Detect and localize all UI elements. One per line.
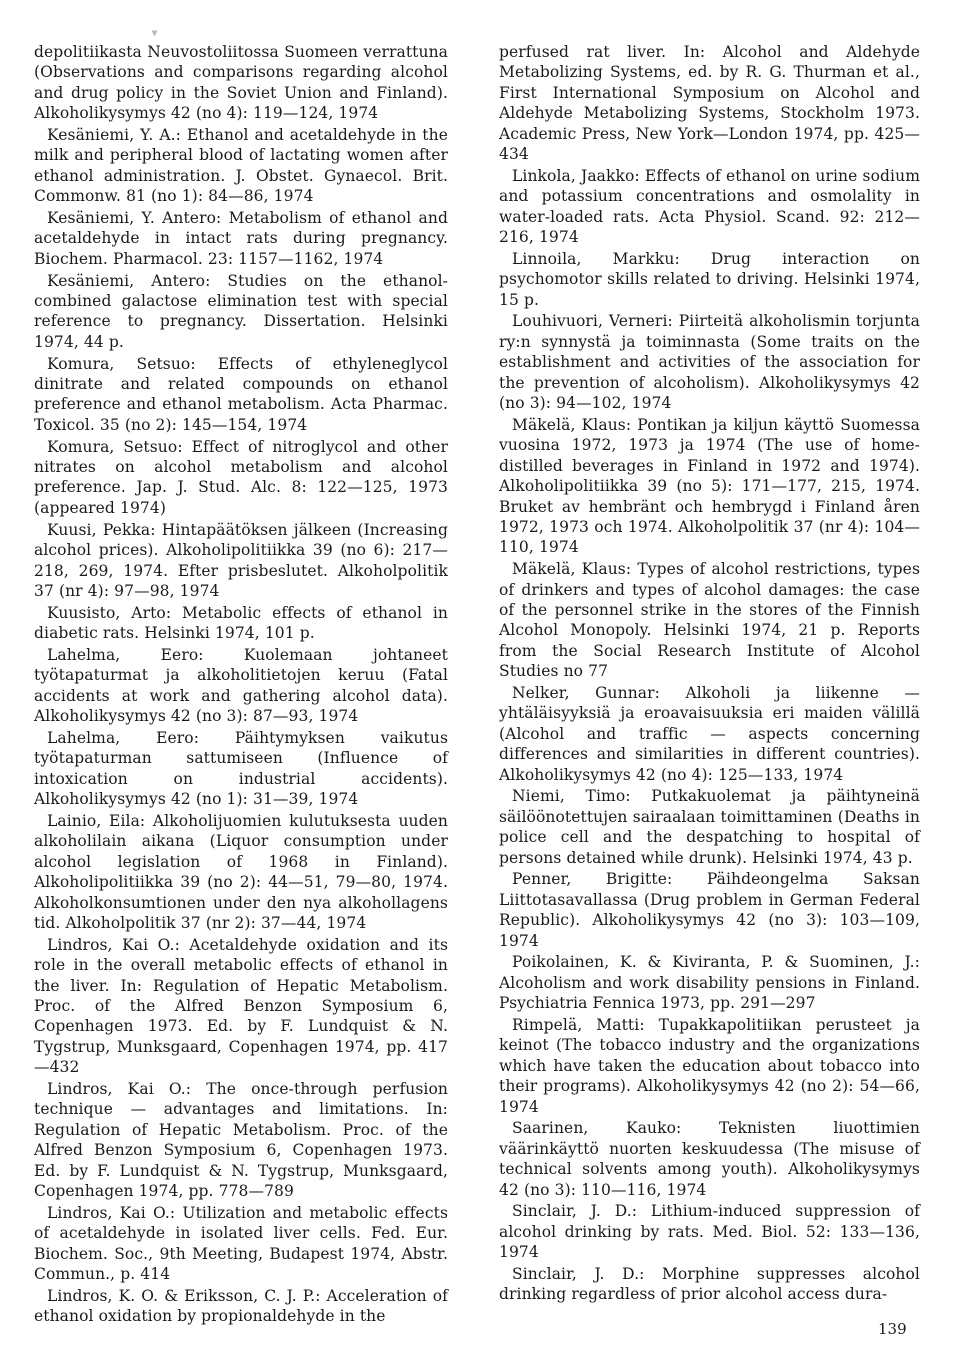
bibliography-entry: Lahelma, Eero: Kuolemaan johtaneet työtapaturmat ja alkoholitietojen keruu (Fatal accidents at work and gathering alcohol data). Alkoholikysymys 42 (no 3): 87—93, 1974 — [34, 645, 448, 726]
bibliography-entry: Kesäniemi, Y. Antero: Metabolism of ethanol and acetaldehyde in intact rats during pregnancy. Biochem. Pharmacol. 23: 1157—1162, 1974 — [34, 209, 448, 268]
bibliography-entry: Lindros, K. O. & Eriksson, C. J. P.: Acceleration of ethanol oxidation by propionaldehyde in the — [34, 1286, 448, 1326]
bibliography-entry: Lahelma, Eero: Päihtymyksen vaikutus työtapaturman sattumiseen (Influence of intoxication on industrial accidents). Alkoholikysymys 42 (no 1): 31—39, 1974 — [34, 728, 448, 809]
bibliography-entry: Sinclair, J. D.: Lithium-induced suppression of alcohol drinking by rats. Med. Biol. 52: 133—136, 1974 — [499, 1202, 920, 1262]
bibliography-entry: Kesäniemi, Y. A.: Ethanol and acetaldehyde in the milk and peripheral blood of lactating women after ethanol administration. J. Obstet. Gynaecol. Brit. Commonw. 81 (no 1): 84—86, 1974 — [34, 126, 448, 206]
bibliography-entry: Mäkelä, Klaus: Types of alcohol restrictions, types of drinkers and types of alcohol damages: the case of the personnel strike in the stores of the Finnish Alcohol Monopoly. Helsinki 1974, 21 p. Reports from the Social Research Institute of Alcohol Studies no 77 — [499, 560, 920, 681]
bibliography-entry: Linnoila, Markku: Drug interaction on psychomotor skills related to driving. Helsinki 1974, 15 p. — [499, 249, 920, 309]
bibliography-entry: depolitiikasta Neuvostoliitossa Suomeen verrattuna (Observations and comparisons regarding alcohol and drug policy in the Soviet Union and Finland). Alkoholikysymys 42 (no 4): 119—124, 1974 — [34, 43, 448, 123]
bibliography-entry: Lainio, Eila: Alkoholijuomien kulutuksesta uuden alkoholilain aikana (Liquor consumption under alcohol legislation of 1968 in Finland). Alkoholipolitiikka 39 (no 2): 44—51, 79—80, 1974. Alkoholkonsumtionen under den nya alkohollagens tid. Alkoholpolitik 37 (nr 2): 37—44, 1974 — [34, 811, 448, 932]
bibliography-entry: Penner, Brigitte: Päihdeongelma Saksan Liittotasavallassa (Drug problem in German Federal Republic). Alkoholikysymys 42 (no 3): 103—109, 1974 — [499, 870, 920, 950]
bibliography-entry: Kuusisto, Arto: Metabolic effects of ethanol in diabetic rats. Helsinki 1974, 101 p. — [34, 603, 448, 643]
bibliography-entry: Nelker, Gunnar: Alkoholi ja liikenne — yhtäläisyyksiä ja eroavaisuuksia eri maiden välillä (Alcohol and traffic — aspects concerning differences and similarities in different countries). Alkoholikysymys 42 (no 4): 125—133, 1974 — [499, 683, 920, 784]
bibliography-entry: Linkola, Jaakko: Effects of ethanol on urine sodium and potassium concentrations and osmolality in water-loaded rats. Acta Physiol. Scand. 92: 212—216, 1974 — [499, 166, 920, 247]
bibliography-entry: Rimpelä, Matti: Tupakkapolitiikan perusteet ja keinot (The tobacco industry and the organizations which have taken the education about tobacco into their programs). Alkoholikysymys 42 (no 2): 54—66, 1974 — [499, 1016, 920, 1116]
bibliography-entry: Komura, Setsuo: Effects of ethyleneglycol dinitrate and related compounds on ethanol preference and ethanol metabolism. Acta Pharmac. Toxicol. 35 (no 2): 145—154, 1974 — [34, 354, 448, 434]
bibliography-entry: Saarinen, Kauko: Teknisten liuottimien väärinkäyttö nuorten keskuudessa (The misuse of technical solvents among youth). Alkoholikysymys 42 (no 3): 110—116, 1974 — [499, 1119, 920, 1199]
print-mark-icon — [151, 30, 158, 37]
bibliography-entry: Lindros, Kai O.: The once-through perfusion technique — advantages and limitations. In: Regulation of Hepatic Metabolism. Proc. of the Alfred Benzon Symposium 6, Copenhagen 1973. Ed. by F. Lundquist & N. Tygstrup, Munksgaard, Copenhagen 1974, pp. 778—789 — [34, 1080, 448, 1201]
bibliography-entry: Poikolainen, K. & Kiviranta, P. & Suominen, J.: Alcoholism and work disability pensions in Finland. Psychiatria Fennica 1973, pp. 291—297 — [499, 953, 920, 1013]
bibliography-entry: Komura, Setsuo: Effect of nitroglycol and other nitrates on alcohol metabolism and alcohol preference. Jap. J. Stud. Alc. 8: 122—125, 1973 (appeared 1974) — [34, 437, 448, 517]
bibliography-entry: Kesäniemi, Antero: Studies on the ethanol-combined galactose elimination test with special reference to pregnancy. Dissertation. Helsinki 1974, 44 p. — [34, 271, 448, 351]
right-column — [499, 42, 920, 1306]
bibliography-entry: Lindros, Kai O.: Utilization and metabolic effects of acetaldehyde in isolated liver cells. Fed. Eur. Biochem. Soc., 9th Meeting, Budapest 1974, Abstr. Commun., p. 414 — [34, 1203, 448, 1284]
bibliography-entry: Louhivuori, Verneri: Piirteitä alkoholismin torjunta ry:n synnystä ja toiminnasta (Some traits on the establishment and activities of the association for the prevention of alcoholism). Alkoholikysymys 42 (no 3): 94—102, 1974 — [499, 312, 920, 413]
page-number: 139 — [878, 1320, 907, 1338]
bibliography-entry: Kuusi, Pekka: Hintapäätöksen jälkeen (Increasing alcohol prices). Alkoholipolitiikka 39 (no 6): 217—218, 269, 1974. Efter prisbeslutet. Alkoholpolitik 37 (nr 4): 97—98, 1974 — [34, 520, 448, 600]
bibliography-entry: Niemi, Timo: Putkakuolemat ja päihtyneinä säilöönotettujen sairaalaan toimittaminen (Deaths in police cell and the despatching to hospital of persons detained while drunk). Helsinki 1974, 43 p. — [499, 787, 920, 867]
left-column — [34, 42, 448, 1328]
bibliography-entry: Lindros, Kai O.: Acetaldehyde oxidation and its role in the overall metabolic effects of ethanol in the liver. In: Regulation of Hepatic Metabolism. Proc. of the Alfred Benzon Symposium 6, Copenhagen 1973. Ed. by F. Lundquist & N. Tygstrup, Munksgaard, Copenhagen 1974, pp. 417—432 — [34, 935, 448, 1077]
bibliography-entry: perfused rat liver. In: Alcohol and Aldehyde Metabolizing Systems, ed. by R. G. Thurman et al., First International Symposium on Alcohol and Aldehyde Metabolizing Systems, Stockholm 1973. Academic Press, New York—London 1974, pp. 425—434 — [499, 43, 920, 164]
bibliography-entry: Mäkelä, Klaus: Pontikan ja kiljun käyttö Suomessa vuosina 1972, 1973 ja 1974 (The use of home-distilled beverages in Finland in 1972 and 1974). Alkoholipolitiikka 39 (no 5): 171—177, 215, 1974. Bruket av hembränt och hembrygd i Finland åren 1972, 1973 och 1974. Alkoholpolitik 37 (nr 4): 104—110, 1974 — [499, 415, 920, 557]
bibliography-entry: Sinclair, J. D.: Morphine suppresses alcohol drinking regardless of prior alcohol access dura- — [499, 1265, 920, 1304]
